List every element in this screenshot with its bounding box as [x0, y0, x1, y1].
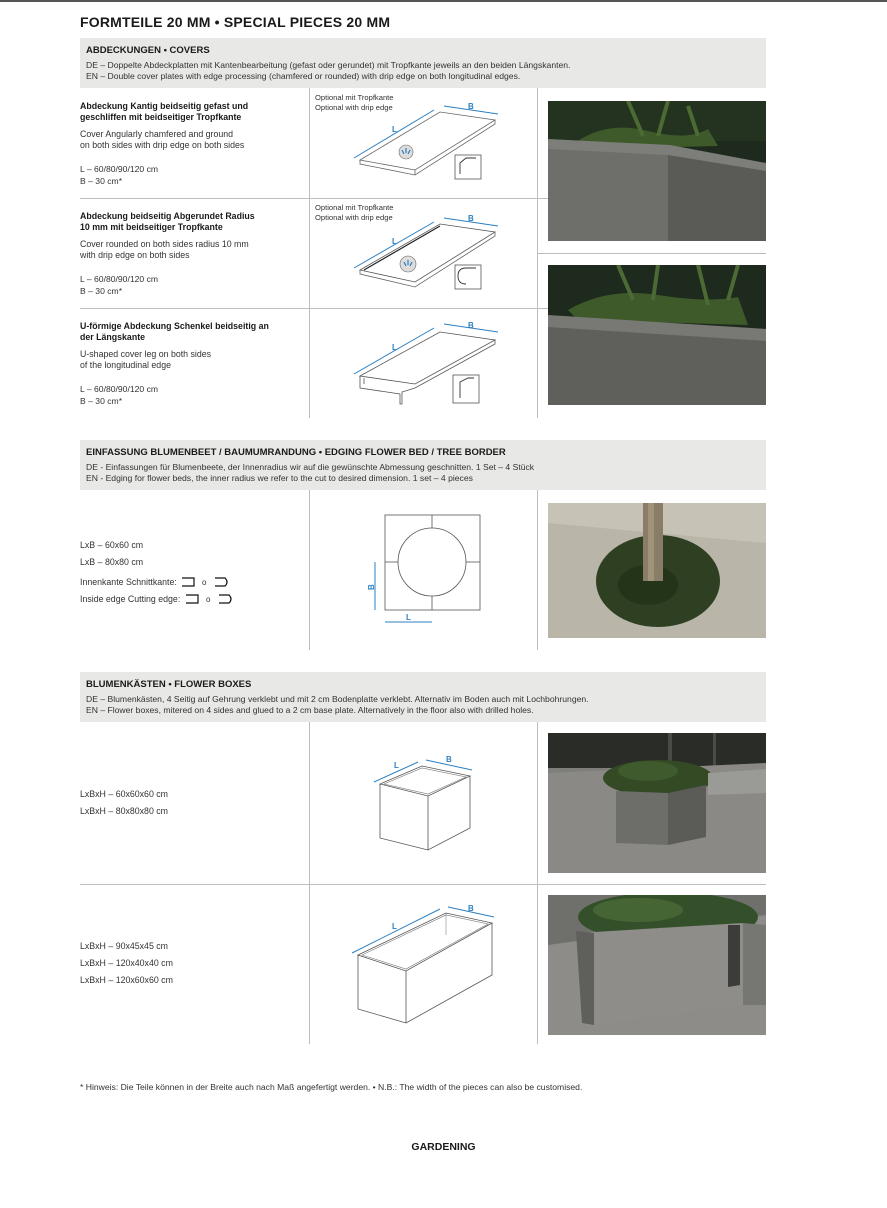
row-divider — [537, 253, 766, 254]
cover-item-2-description: Cover rounded on both sides radius 10 mm with drip edge on both sides — [80, 239, 249, 260]
box-2-dimension-3: LxBxH – 120x60x60 cm — [80, 975, 173, 985]
tree-border-photo — [548, 503, 766, 638]
covers-section-title: ABDECKUNGEN • COVERS — [86, 45, 210, 56]
edging-inner-edge-en: Inside edge Cutting edge: o — [80, 591, 241, 604]
page-footer: GARDENING — [411, 1141, 476, 1153]
boxes-section-header — [80, 672, 766, 722]
cover-item-3-description: U-shaped cover leg on both sides of the longitudinal edge — [80, 349, 212, 370]
cover-item-1-description: Cover Angularly chamfered and ground on both sides with drip edge on both sides — [80, 129, 245, 150]
svg-text:L: L — [406, 613, 411, 622]
top-border-line — [0, 0, 887, 2]
edging-dimension-2: LxB – 80x80 cm — [80, 557, 144, 567]
svg-text:B: B — [468, 214, 474, 223]
edging-description-en: EN - Edging for flower beds, the inner radius we refer to the cut to desired dimension. 1 set – 4 pieces — [86, 473, 473, 483]
svg-text:L: L — [392, 125, 397, 134]
svg-text:L: L — [392, 922, 397, 931]
boxes-description-en: EN – Flower boxes, mitered on 4 sides and glued to a 2 cm base plate. Alternatively in the floor also with drilled holes. — [86, 705, 534, 715]
edging-section-title: EINFASSUNG BLUMENBEET / BAUMUMRANDUNG • EDGING FLOWER BED / TREE BORDER — [86, 447, 506, 458]
row-divider — [80, 884, 766, 885]
edging-section-header — [80, 440, 766, 490]
covers-description-de: DE – Doppelte Abdeckplatten mit Kantenbearbeitung (gefast oder gerundet) mit Tropfkante jeweils an den beiden Längskanten. — [86, 60, 571, 70]
column-divider — [309, 490, 310, 650]
cover-item-2-title: Abdeckung beidseitig Abgerundet Radius 10 mm mit beidseitiger Tropfkante — [80, 211, 255, 232]
flower-box-1-photo — [548, 733, 766, 873]
svg-text:o: o — [202, 578, 207, 587]
edging-plan-drawing — [360, 510, 490, 630]
svg-text:B: B — [468, 321, 474, 330]
square-box-drawing — [370, 752, 480, 862]
edging-description-de: DE - Einfassungen für Blumenbeete, der Innenradius wir auf die gewünschte Abmessung geschnitten. 1 Set – 4 Stück — [86, 462, 535, 472]
svg-text:L: L — [392, 237, 397, 246]
cover-item-2-dimensions: L – 60/80/90/120 cm B – 30 cm* — [80, 274, 159, 296]
rectangular-box-drawing — [350, 905, 500, 1030]
box-2-dimension-2: LxBxH – 120x40x40 cm — [80, 958, 173, 968]
cover-item-1-title: Abdeckung Kantig beidseitig gefast und geschliffen mit beidseitiger Tropfkante — [80, 101, 249, 122]
edge-profile-icons — [179, 576, 237, 587]
cover-item-2-optional-note: Optional mit Tropfkante Optional with drip edge — [315, 203, 394, 222]
svg-text:L: L — [392, 343, 397, 352]
page-title: FORMTEILE 20 MM • SPECIAL PIECES 20 MM — [80, 14, 391, 30]
cover-1-drawing — [340, 100, 510, 190]
svg-text:B: B — [446, 755, 452, 764]
cover-item-3-dimensions: L – 60/80/90/120 cm B – 30 cm* — [80, 384, 159, 406]
cover-item-1-dimensions: L – 60/80/90/120 cm B – 30 cm* — [80, 164, 159, 186]
box-2-dimension-1: LxBxH – 90x45x45 cm — [80, 941, 169, 951]
svg-text:L: L — [394, 761, 399, 770]
svg-text:o: o — [205, 595, 211, 604]
cover-2-drawing — [340, 210, 510, 300]
cover-2-photo — [548, 265, 766, 405]
footnote: * Hinweis: Die Teile können in der Breite auch nach Maß angefertigt werden. • N.B.: The width of the pieces can also be customised. — [80, 1082, 583, 1092]
column-divider — [537, 490, 538, 650]
box-1-dimension-1: LxBxH – 60x60x60 cm — [80, 789, 169, 799]
column-divider — [309, 722, 310, 1044]
svg-text:B: B — [367, 584, 376, 590]
column-divider — [309, 88, 310, 418]
boxes-description-de: DE – Blumenkästen, 4 Seitig auf Gehrung verklebt und mit 2 cm Bodenplatte verklebt. Alternativ im Boden auch mit Lochbohrungen. — [86, 694, 589, 704]
cover-1-photo — [548, 101, 766, 241]
edge-profile-icons — [183, 593, 241, 604]
box-1-dimension-2: LxBxH – 80x80x80 cm — [80, 806, 169, 816]
svg-text:B: B — [468, 102, 474, 111]
boxes-section-title: BLUMENKÄSTEN • FLOWER BOXES — [86, 679, 252, 690]
covers-section-header — [80, 38, 766, 88]
cover-item-3-title: U-förmige Abdeckung Schenkel beidseitig an der Längskante — [80, 321, 269, 342]
cover-3-drawing — [340, 320, 510, 410]
svg-text:B: B — [468, 904, 474, 913]
flower-box-2-photo — [548, 895, 766, 1035]
covers-description-en: EN – Double cover plates with edge processing (chamfered or rounded) with drip edge on both longitudinal edges. — [86, 71, 521, 81]
edging-dimension-1: LxB – 60x60 cm — [80, 540, 144, 550]
column-divider — [537, 722, 538, 1044]
cover-item-1-optional-note: Optional mit Tropfkante Optional with drip edge — [315, 93, 394, 112]
edging-inner-edge-de: Innenkante Schnittkante: o — [80, 574, 237, 587]
